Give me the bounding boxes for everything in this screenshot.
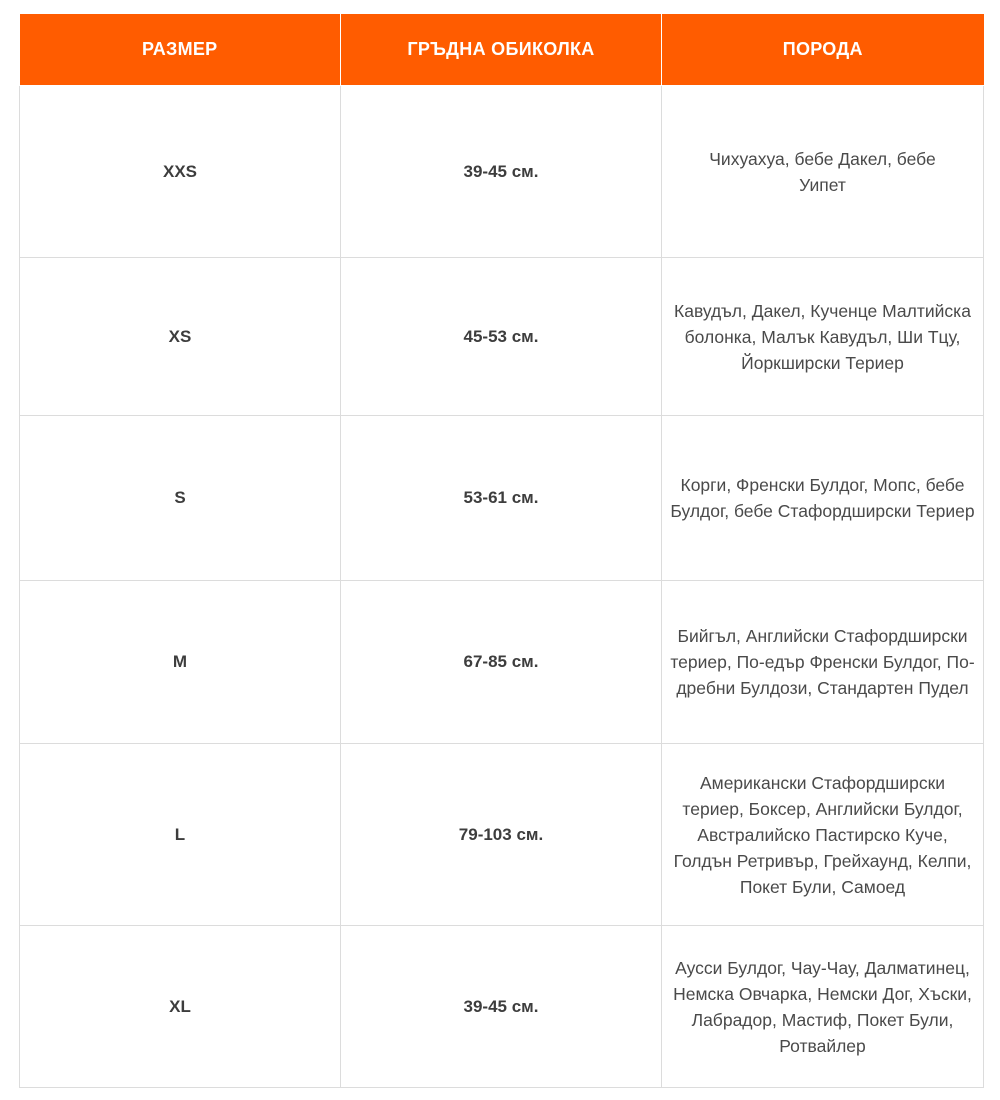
table-row <box>20 926 984 1088</box>
chest-cell: 53-61 см. <box>341 416 662 581</box>
breed-cell: Корги, Френски Булдог, Мопс, бебе Булдог, бебе Стафордширски Териер <box>662 416 984 581</box>
header-chest-girth: ГРЪДНА ОБИКОЛКА <box>341 14 662 86</box>
table-header-row <box>20 14 984 86</box>
table-row <box>20 744 984 926</box>
size-cell: XXS <box>20 86 341 258</box>
header-breed: ПОРОДА <box>662 14 984 86</box>
table-row <box>20 86 984 258</box>
size-cell: M <box>20 581 341 744</box>
table-row <box>20 581 984 744</box>
size-cell: S <box>20 416 341 581</box>
chest-cell: 67-85 см. <box>341 581 662 744</box>
chest-cell: 45-53 см. <box>341 258 662 416</box>
table-row <box>20 416 984 581</box>
chest-cell: 79-103 см. <box>341 744 662 926</box>
breed-cell: Бийгъл, Английски Стафордширски териер, По-едър Френски Булдог, По-дребни Булдози, Стандартен Пудел <box>662 581 984 744</box>
breed-cell: Чихуахуа, бебе Дакел, бебе Уипет <box>662 86 984 258</box>
breed-cell: Кавудъл, Дакел, Кученце Малтийска болонка, Малък Кавудъл, Ши Тцу, Йоркширски Териер <box>662 258 984 416</box>
breed-cell: Аусси Булдог, Чау-Чау, Далматинец, Немска Овчарка, Немски Дог, Хъски, Лабрадор, Мастиф, Покет Були, Ротвайлер <box>662 926 984 1088</box>
size-cell: L <box>20 744 341 926</box>
size-cell: XL <box>20 926 341 1088</box>
table-row <box>20 258 984 416</box>
size-chart-table <box>19 14 984 1088</box>
breed-cell: Американски Стафордширски териер, Боксер, Английски Булдог, Австралийско Пастирско Куче, Голдън Ретривър, Грейхаунд, Келпи, Покет Були, Самоед <box>662 744 984 926</box>
size-cell: XS <box>20 258 341 416</box>
chest-cell: 39-45 см. <box>341 926 662 1088</box>
header-size: РАЗМЕР <box>20 14 341 86</box>
chest-cell: 39-45 см. <box>341 86 662 258</box>
